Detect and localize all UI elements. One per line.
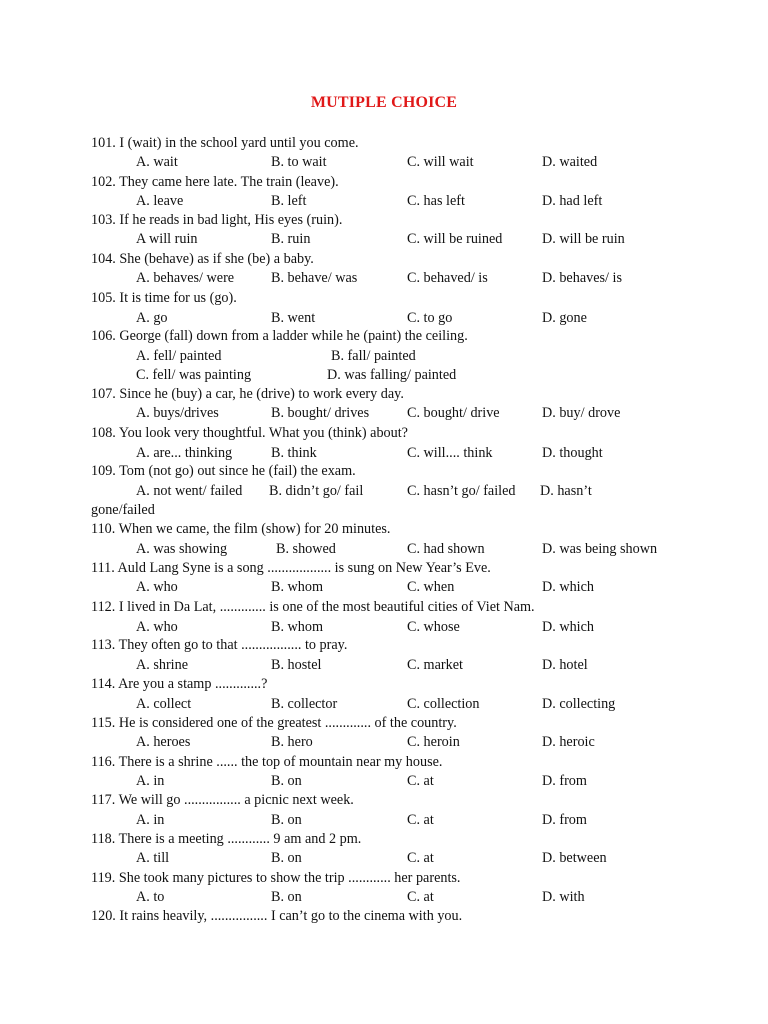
option-d: D. with <box>542 889 585 905</box>
question-text: 101. I (wait) in the school yard until you come. <box>91 135 359 151</box>
question-text: 109. Tom (not go) out since he (fail) the exam. <box>91 463 356 479</box>
option-b: B. bought/ drives <box>271 405 370 421</box>
option-a: A. to <box>136 889 165 905</box>
option-d: D. buy/ drove <box>542 405 621 421</box>
option-d: D. was being shown <box>542 541 658 557</box>
question-text: 120. It rains heavily, ................ I can’t go to the cinema with you. <box>91 908 463 924</box>
option-c: C. at <box>407 850 434 866</box>
question-text: 113. They often go to that ................. to pray. <box>91 637 348 653</box>
option-a: A. are... thinking <box>136 445 233 461</box>
option-b: B. behave/ was <box>271 270 358 286</box>
question-text: 105. It is time for us (go). <box>91 290 237 306</box>
option-a: A. shrine <box>136 657 189 673</box>
option-d: D. gone <box>542 310 587 326</box>
question-text: 118. There is a meeting ............ 9 am and 2 pm. <box>91 831 362 847</box>
option-d: D. had left <box>542 193 603 209</box>
option-c: C. heroin <box>407 734 460 750</box>
question-text: 116. There is a shrine ...... the top of mountain near my house. <box>91 754 443 770</box>
option-c: C. will.... think <box>407 445 493 461</box>
option-a: A. who <box>136 619 178 635</box>
option-c: C. at <box>407 889 434 905</box>
question-text: 115. He is considered one of the greatest ............. of the country. <box>91 715 457 731</box>
option-a: A. leave <box>136 193 184 209</box>
option-a: A. in <box>136 773 165 789</box>
option-b: B. ruin <box>271 231 311 247</box>
page-title: MUTIPLE CHOICE <box>310 94 458 111</box>
option-b: B. left <box>271 193 307 209</box>
option-b: B. on <box>271 850 302 866</box>
question-text: 104. She (behave) as if she (be) a baby. <box>91 251 314 267</box>
option-a: A. behaves/ were <box>136 270 235 286</box>
option-c: C. will be ruined <box>407 231 503 247</box>
question-text: 111. Auld Lang Syne is a song .................. is sung on New Year’s Eve. <box>91 560 491 576</box>
option-d-continued: gone/failed <box>91 502 155 518</box>
option-b: B. went <box>271 310 316 326</box>
option-d: D. hasn’t <box>540 483 592 499</box>
option-b: B. think <box>271 445 317 461</box>
option-c: C. at <box>407 812 434 828</box>
option-c: C. has left <box>407 193 465 209</box>
option-a: A. buys/drives <box>136 405 219 421</box>
option-a: A. till <box>136 850 170 866</box>
question-text: 114. Are you a stamp .............? <box>91 676 268 692</box>
option-d: D. thought <box>542 445 603 461</box>
option-b: B. on <box>271 812 302 828</box>
option-b: B. collector <box>271 696 338 712</box>
option-c: C. market <box>407 657 463 673</box>
option-d: D. behaves/ is <box>542 270 622 286</box>
option-b: B. whom <box>271 619 324 635</box>
option-a: A. heroes <box>136 734 191 750</box>
option-c: C. at <box>407 773 434 789</box>
option-d: D. waited <box>542 154 598 170</box>
option-d: D. hotel <box>542 657 588 673</box>
option-a: A. not went/ failed <box>136 483 243 499</box>
question-text: 103. If he reads in bad light, His eyes (ruin). <box>91 212 343 228</box>
option-a: A. go <box>136 310 168 326</box>
question-text: 117. We will go ................ a picnic next week. <box>91 792 354 808</box>
option-c: C. whose <box>407 619 460 635</box>
option-c: C. behaved/ is <box>407 270 488 286</box>
option-a: A. wait <box>136 154 178 170</box>
option-b: B. didn’t go/ fail <box>269 483 364 499</box>
option-a: A. was showing <box>136 541 228 557</box>
option-c: C. had shown <box>407 541 485 557</box>
option-b: B. showed <box>276 541 336 557</box>
option-a: A. fell/ painted <box>136 348 222 364</box>
option-c: C. hasn’t go/ failed <box>407 483 516 499</box>
option-d: D. will be ruin <box>542 231 625 247</box>
question-text: 107. Since he (buy) a car, he (drive) to work every day. <box>91 386 404 402</box>
question-text: 110. When we came, the film (show) for 20 minutes. <box>91 521 391 537</box>
option-d: D. which <box>542 619 595 635</box>
option-d: D. was falling/ painted <box>327 367 457 383</box>
option-c: C. when <box>407 579 455 595</box>
option-c: C. to go <box>407 310 453 326</box>
option-b: B. on <box>271 889 302 905</box>
option-c: C. collection <box>407 696 480 712</box>
option-b: B. hostel <box>271 657 322 673</box>
option-d: D. from <box>542 812 587 828</box>
option-a: A. in <box>136 812 165 828</box>
option-c: C. will wait <box>407 154 474 170</box>
option-d: D. which <box>542 579 595 595</box>
option-a: A. collect <box>136 696 192 712</box>
option-a: A. who <box>136 579 178 595</box>
option-b: B. to wait <box>271 154 327 170</box>
question-text: 102. They came here late. The train (leave). <box>91 174 339 190</box>
option-b: B. whom <box>271 579 324 595</box>
option-b: B. hero <box>271 734 313 750</box>
option-c: C. bought/ drive <box>407 405 500 421</box>
option-d: D. heroic <box>542 734 595 750</box>
option-b: B. fall/ painted <box>331 348 416 364</box>
option-b: B. on <box>271 773 302 789</box>
question-text: 119. She took many pictures to show the trip ............ her parents. <box>91 870 461 886</box>
question-text: 108. You look very thoughtful. What you (think) about? <box>91 425 408 441</box>
question-text: 106. George (fall) down from a ladder while he (paint) the ceiling. <box>91 328 468 344</box>
option-d: D. from <box>542 773 587 789</box>
option-d: D. between <box>542 850 607 866</box>
option-a: A will ruin <box>136 231 198 247</box>
question-text: 112. I lived in Da Lat, ............. is one of the most beautiful cities of Viet Nam. <box>91 599 535 615</box>
option-c: C. fell/ was painting <box>136 367 252 383</box>
option-d: D. collecting <box>542 696 616 712</box>
